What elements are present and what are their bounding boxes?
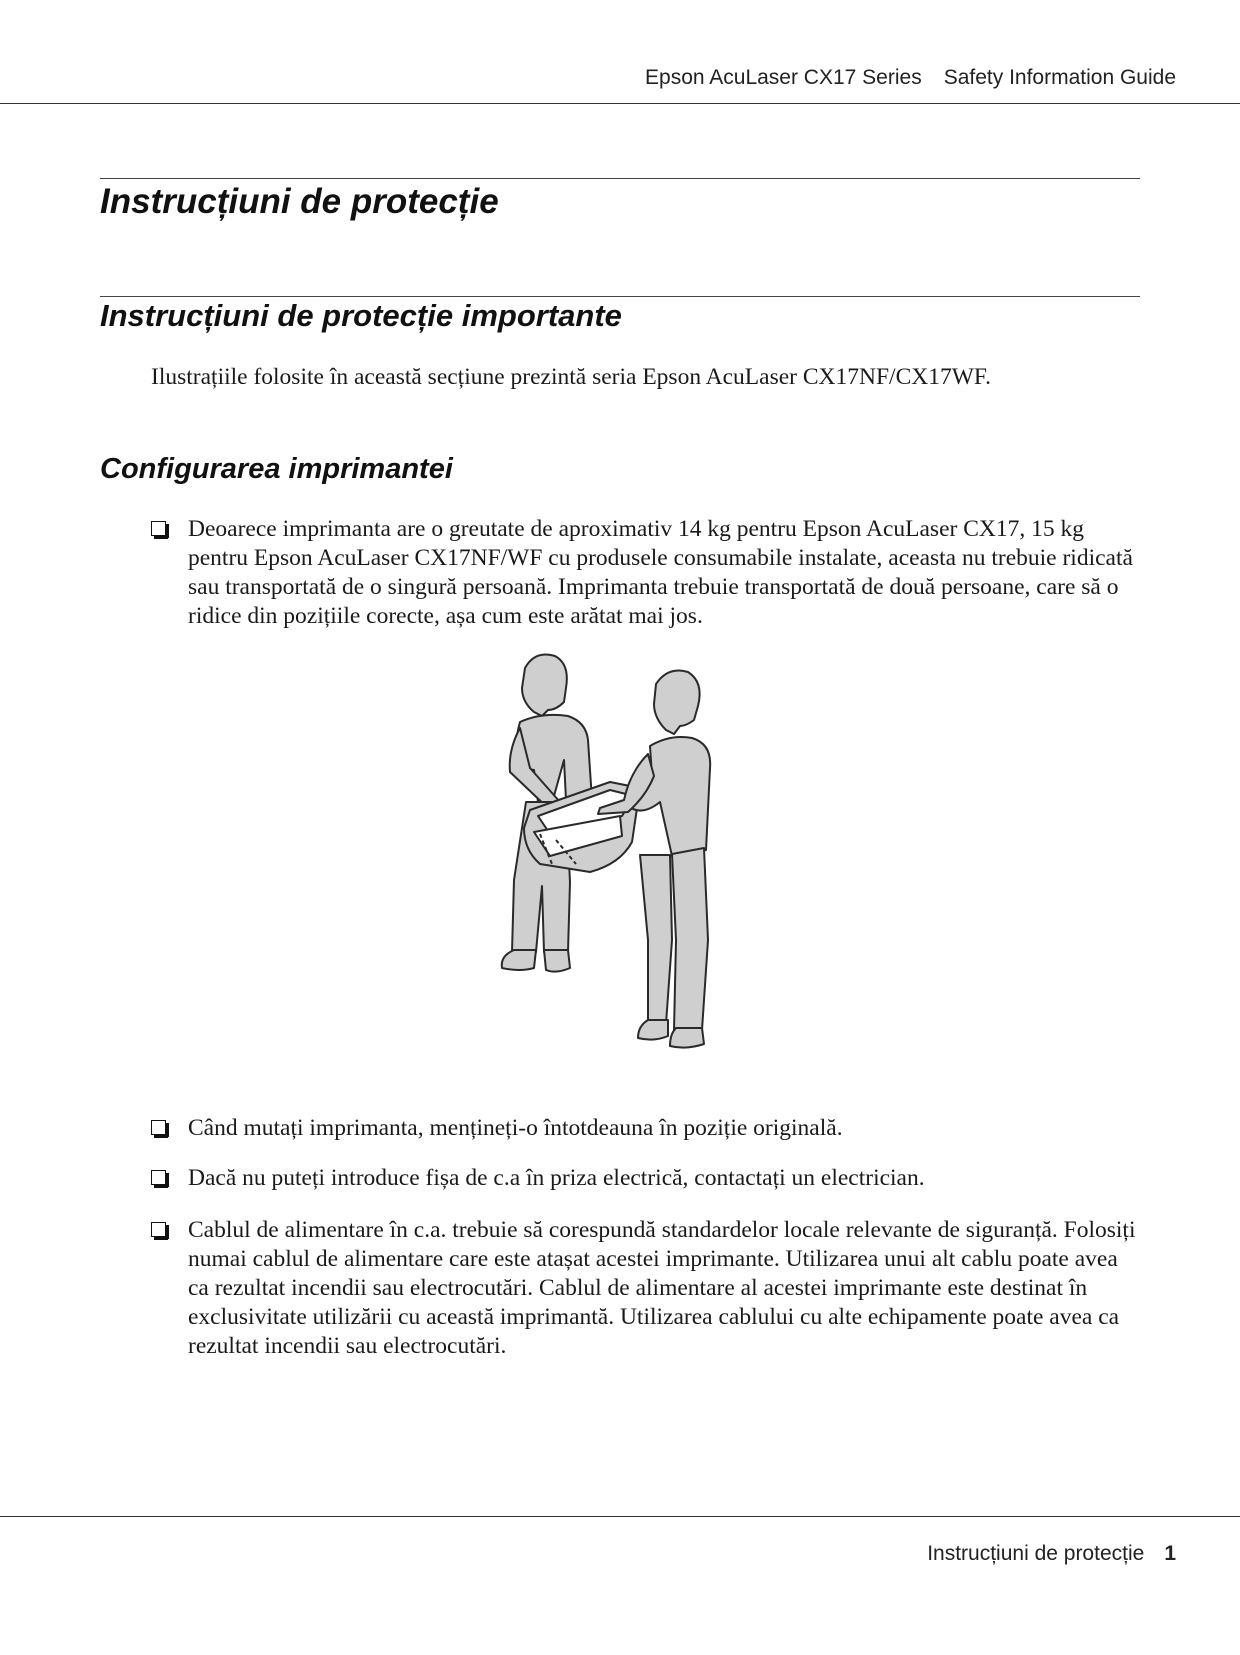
footer-section: Instrucțiuni de protecție bbox=[927, 1542, 1145, 1565]
running-footer bbox=[927, 1542, 1176, 1566]
chapter-rule bbox=[100, 178, 1140, 179]
header-divider bbox=[0, 103, 1240, 104]
header-guide: Safety Information Guide bbox=[943, 66, 1176, 89]
list-item-text: Deoarece imprimanta are o greutate de aproximativ 14 kg pentru Epson AcuLaser CX17, 15 kg pentru Epson AcuLaser CX17NF/WF cu produsele consumabile instalate, aceasta nu trebuie ridicată sau transportată de o singură persoană. Imprimanta trebuie transportată de două persoane, care să o ridice din pozițiile corecte, așa cum este arătat mai jos. bbox=[188, 516, 1133, 629]
subsection-title: Configurarea imprimantei bbox=[100, 453, 453, 485]
list-item-text: Dacă nu puteți introduce fișa de c.a în priza electrică, contactați un electrician. bbox=[188, 1165, 925, 1191]
chapter-title: Instrucțiuni de protecție bbox=[100, 182, 499, 221]
running-header bbox=[645, 66, 1176, 90]
checkbox-bullet-icon bbox=[151, 1170, 166, 1185]
checkbox-bullet-icon bbox=[151, 521, 166, 536]
two-people-lifting-printer-icon bbox=[490, 650, 750, 1075]
list-item bbox=[151, 1164, 1141, 1193]
footer-divider bbox=[0, 1516, 1240, 1517]
list-item bbox=[151, 1114, 1141, 1143]
section-title: Instrucțiuni de protecție importante bbox=[100, 298, 622, 333]
section-rule bbox=[100, 296, 1140, 297]
checkbox-bullet-icon bbox=[151, 1120, 166, 1135]
list-item bbox=[151, 515, 1141, 631]
intro-paragraph: Ilustrațiile folosite în această secțiune prezintă seria Epson AcuLaser CX17NF/CX17WF. bbox=[151, 364, 991, 390]
list-item-text: Cablul de alimentare în c.a. trebuie să corespundă standardelor locale relevante de siguranță. Folosiți numai cablul de alimentare care este atașat acestei imprimante. Utilizarea unui alt cablu poate avea ca rezultat incendii sau electrocutări. Cablul de alimentare al acestei imprimante este destinat în exclusivitate utilizării cu această imprimantă. Utilizarea cablului cu alte echipamente poate avea ca rezultat incendii sau electrocutări. bbox=[188, 1217, 1136, 1359]
page-number: 1 bbox=[1164, 1542, 1176, 1565]
checkbox-bullet-icon bbox=[151, 1222, 166, 1237]
header-product: Epson AcuLaser CX17 Series bbox=[645, 66, 922, 89]
list-item-text: Când mutați imprimanta, mențineți-o întotdeauna în poziție originală. bbox=[188, 1115, 843, 1141]
list-item bbox=[151, 1216, 1141, 1361]
